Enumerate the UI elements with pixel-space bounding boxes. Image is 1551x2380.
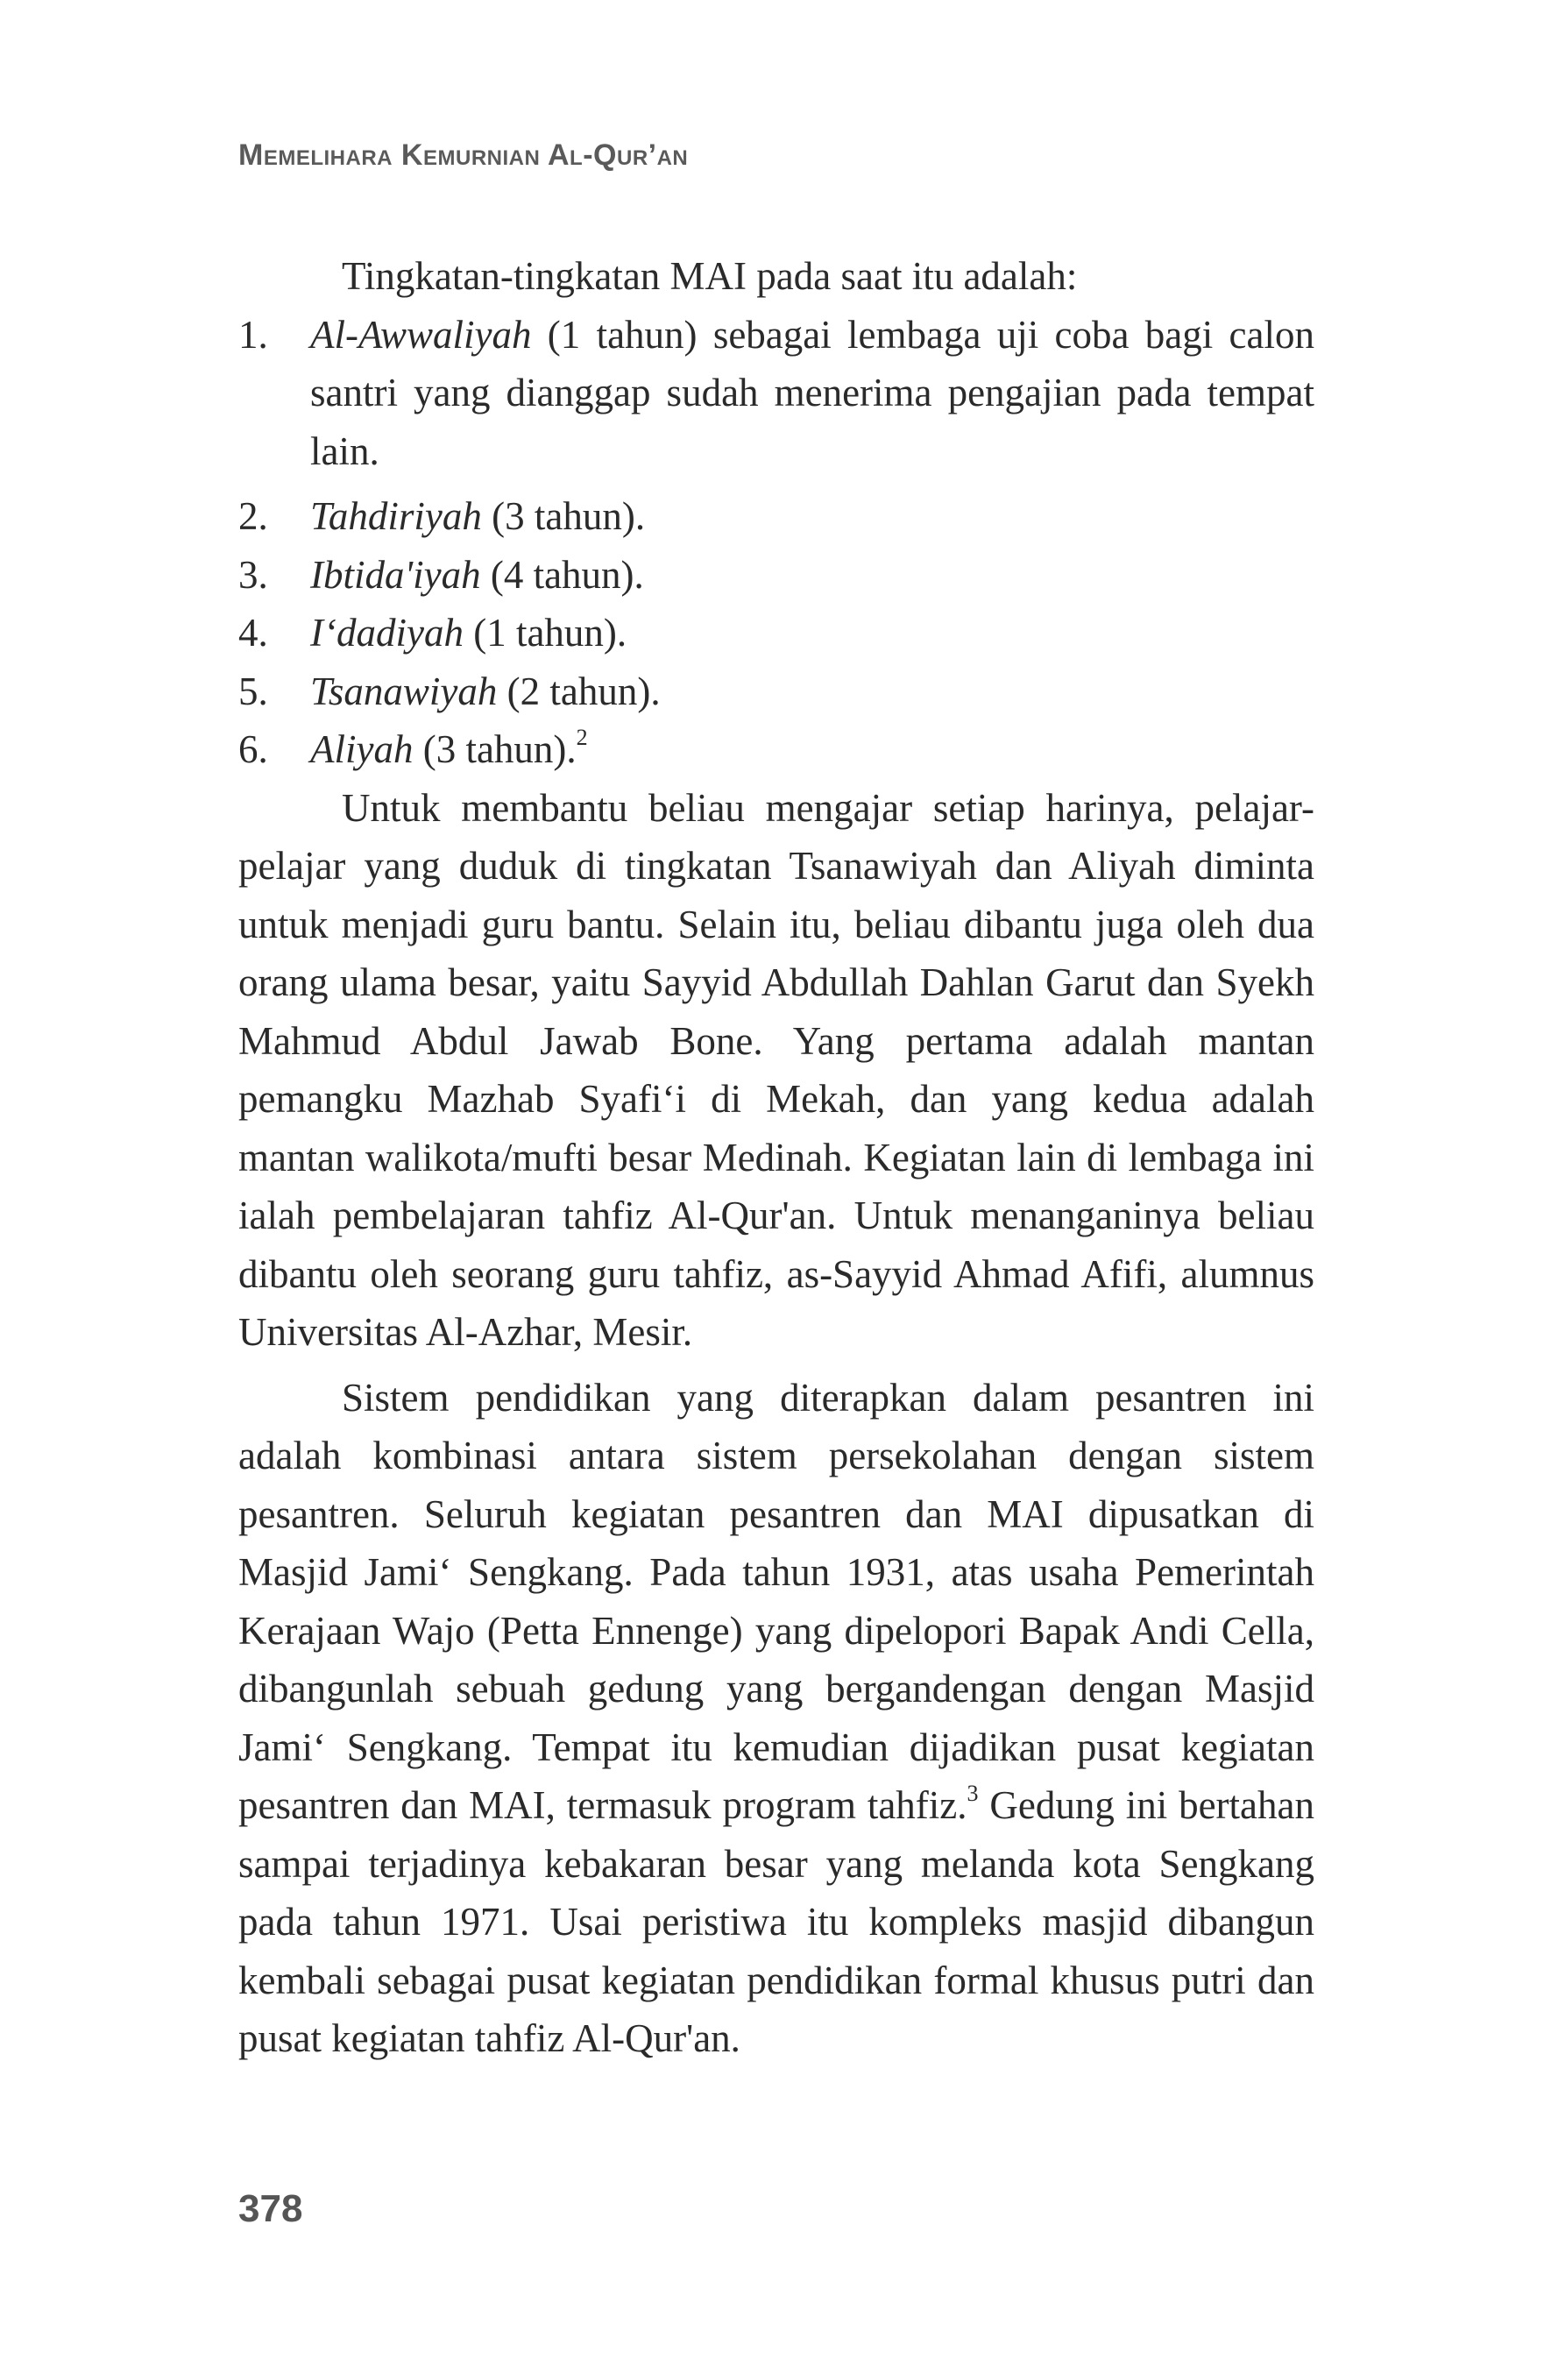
list-item-number: 4.: [238, 611, 268, 655]
list-intro: Tingkatan-tingkatan MAI pada saat itu adalah:: [342, 254, 1078, 298]
paragraph-text: Gedung ini bertahan sampai terjadinya kebakaran besar yang melanda kota Sengkang pada tahun 1971. Usai peristiwa itu kompleks masjid dibangun kembali sebagai pusat kegiatan pendidikan formal khusus putri dan pusat kegiatan tahfiz Al-Qur'an.: [238, 1783, 1314, 2060]
list-item: [238, 604, 1314, 662]
running-header: Memelihara Kemurnian Al-Qur’an: [238, 138, 689, 172]
footnote-marker[interactable]: 2: [576, 725, 588, 750]
levels-list: [238, 306, 1314, 779]
list-item-name: Aliyah: [310, 727, 414, 771]
list-item-name: Al-Awwaliyah: [310, 312, 532, 357]
list-item-number: 2.: [238, 494, 268, 538]
list-item-desc: (2 tahun).: [497, 669, 661, 713]
list-item-desc: (4 tahun).: [480, 552, 644, 597]
list-item-name: Ibtida'iyah: [310, 552, 481, 597]
page-number: 378: [238, 2187, 303, 2230]
list-item-number: 3.: [238, 552, 268, 597]
list-item: [238, 720, 1314, 779]
paragraph-text: Sistem pendidikan yang diterapkan dalam pesantren ini adalah kombinasi antara sistem persekolahan dengan sistem pesantren. Seluruh kegiatan pesantren dan MAI dipusatkan di Masjid Jami‘ Sengkang. Pada tahun 1931, atas usaha Pemerintah Kerajaan Wajo (Petta Ennenge) yang dipelopori Bapak Andi Cella, dibangunlah sebuah gedung yang bergandengan dengan Masjid Jami‘ Sengkang. Tempat itu kemudian dijadikan pusat kegiatan pesantren dan MAI, termasuk program tahfiz.: [238, 1375, 1314, 1827]
list-item-number: 1.: [238, 312, 268, 357]
list-item-number: 6.: [238, 727, 268, 771]
body-paragraph: Untuk membantu beliau mengajar setiap harinya, pelajar-pelajar yang duduk di tingkatan Tsanawiyah dan Aliyah diminta untuk menjadi guru bantu. Selain itu, beliau dibantu juga oleh dua orang ulama besar, yaitu Sayyid Abdullah Dahlan Garut dan Syekh Mahmud Abdul Jawab Bone. Yang pertama adalah mantan pemangku Mazhab Syafi‘i di Mekah, dan yang kedua adalah mantan walikota/mufti besar Medinah. Kegiatan lain di lembaga ini ialah pembelajaran tahfiz Al-Qur'an. Untuk menanganinya beliau dibantu oleh seorang guru tahfiz, as-Sayyid Ahmad Afifi, alumnus Universitas Al-Azhar, Mesir.: [238, 785, 1314, 1354]
list-item-desc: (1 tahun) sebagai lembaga uji coba bagi calon santri yang dianggap sudah menerima pengajian pada tempat lain.: [310, 312, 1314, 473]
footnote-marker[interactable]: 3: [967, 1781, 979, 1806]
body-paragraph: [238, 1369, 1314, 2068]
list-item: [238, 306, 1314, 481]
list-item: [238, 662, 1314, 721]
list-item-desc: (3 tahun).: [481, 494, 646, 538]
list-item-desc: (1 tahun).: [463, 611, 627, 655]
list-item: [238, 487, 1314, 546]
list-item-name: I‘dadiyah: [310, 611, 464, 655]
list-item-desc: (3 tahun).: [413, 727, 577, 771]
list-item-name: Tsanawiyah: [310, 669, 498, 713]
page-body: [238, 247, 1314, 2068]
list-item-name: Tahdiriyah: [310, 494, 482, 538]
list-item-number: 5.: [238, 669, 268, 713]
list-item: [238, 546, 1314, 605]
